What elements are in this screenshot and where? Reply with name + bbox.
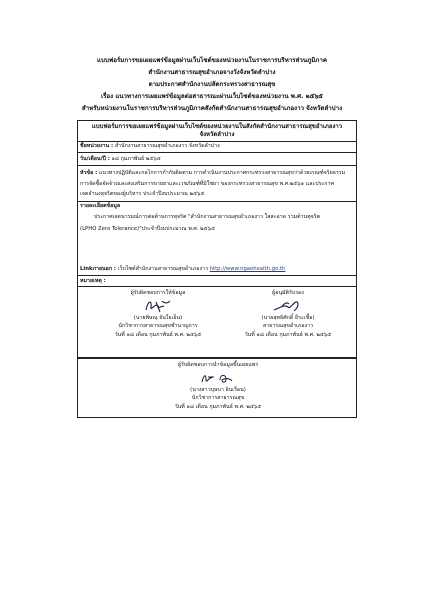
sig-right-position: สาธารณสุขอำเภองาว: [262, 323, 314, 329]
date-row: [80, 156, 161, 163]
topic-line-3: เจตจำนงสุจริตของผู้บริหาร ประจำปีงบประมาณ ๒๕๖๕: [80, 191, 205, 197]
signature-left-image: [138, 298, 178, 314]
detail-label-text: รายละเอียดข้อมูล: [80, 203, 121, 209]
sig-bottom-role: ผู้รับผิดชอบการนำข้อมูลขึ้นเผยแพร่: [177, 362, 259, 368]
link-label: Linkภายนอก :: [80, 266, 117, 272]
signature-left: [98, 289, 218, 339]
header-line-2: สำนักงานสาธารณสุขอำเภอจางวังจังหวัดลำปาง: [148, 69, 276, 76]
divider: [78, 201, 356, 202]
topic-row-1: [80, 168, 352, 179]
header-line-5: สำหรับหน่วยงานในราชการบริหารส่วนภูมิภาคสังกัดสำนักงานสาธารณสุขอำเภองาว จังหวัดลำปาง: [81, 105, 343, 112]
sig-left-name: (นายพิษณุ จันใจเอ็น): [133, 314, 183, 321]
sig-left-role: ผู้รับผิดชอบการให้ข้อมูล: [130, 290, 186, 296]
detail-label: [80, 203, 120, 210]
signature-right-image: [268, 298, 308, 314]
form-title-1: แบบฟอร์มการขอเผยแพร่ข้อมูลผ่านเว็บไซต์ของหน่วยงานในสังกัดสำนักงานสาธารณสุขอำเภองาว: [91, 123, 343, 130]
divider: [78, 286, 356, 287]
unit-value: สำนักงานสาธารณสุขอำเภองาว จังหวัดลำปาง: [114, 143, 220, 149]
topic-label: หัวข้อ :: [80, 170, 98, 176]
unit-label: ชื่อหน่วยงาน :: [80, 143, 114, 149]
sig-right-name: (นายสุทธิศักดิ์ ธีระเชื้อ): [261, 314, 315, 321]
divider: [78, 152, 356, 153]
header-line-3: ตามประกาศสำนักงานปลัดกระทรวงสาธารณสุข: [148, 81, 276, 88]
topic-line-1: แนวทางปฏิบัติและกลไกการกำกับติดตาม การดำเนินงานประกาศกระทรวงสาธารณสุขว่าด้วยเกณฑ์จริยธรรม: [98, 170, 346, 176]
topic-block: [80, 168, 352, 200]
divider: [78, 165, 356, 166]
note-label: หมายเหตุ :: [80, 278, 106, 284]
sig-bottom-date: วันที่ ๑๘ เดือน กุมภาพันธ์ พ.ศ. ๒๕๖๕: [174, 403, 262, 410]
header-line-1: แบบฟอร์มการขอเผยแพร่ข้อมูลผ่านเว็บไซต์ของหน่วยงานในราชการบริหารส่วนภูมิภาค: [97, 57, 327, 64]
detail-line-1: ประกาศเจตนารมณ์การต่อต้านการทุจริต "สำนักงานสาธารณสุขอำเภองาว ใสสะอาด ร่วมต้านทุจริต: [94, 214, 321, 220]
sig-bottom-name: (นางสาวบุษบา อินเรือน): [190, 386, 246, 393]
bottom-signature-box: [77, 358, 357, 418]
sig-right-role: ผู้อนุมัติรับรอง: [272, 290, 304, 296]
date-value: ๑๘ กุมภาพันธ์ ๒๕๖๕: [111, 156, 161, 162]
divider: [78, 275, 356, 276]
form-box: [77, 120, 357, 358]
sig-right-date: วันที่ ๑๘ เดือน กุมภาพันธ์ พ.ศ. ๒๕๖๕: [244, 331, 332, 338]
note-row: [80, 278, 106, 285]
sig-left-position: นักวิชาการสาธารณสุขชำนาญการ: [118, 323, 198, 329]
sig-left-date: วันที่ ๑๘ เดือน กุมภาพันธ์ พ.ศ. ๒๕๖๕: [114, 331, 202, 338]
topic-line-2: การจัดซื้อจัดจ้างและส่งเสริมการขายยาและเวชภัณฑ์ที่มิใช่ยา ของกระทรวงสาธารณสุข พ.ศ.๒๕๖๑ และประกาศ: [80, 180, 334, 187]
form-title-2: จังหวัดลำปาง: [199, 131, 235, 138]
sig-bottom-position: นักวิชาการสาธารณสุข: [191, 395, 245, 401]
signature-right: [228, 289, 348, 339]
unit-row: [80, 143, 220, 150]
detail-line-2: (LPHO Zero Tolerance)"ประจำปีงบประมาณ พ.ศ. ๒๕๖๕: [80, 226, 216, 232]
link-prefix: เว็บไซต์สำนักงานสาธารณสุขอำเภองาว: [117, 266, 208, 272]
signature-bottom: [158, 361, 278, 411]
link-row: [80, 266, 285, 273]
date-label: วัน/เดือน/ปี :: [80, 156, 110, 162]
detail-block: [80, 211, 352, 235]
divider: [78, 141, 356, 142]
website-link[interactable]: http://www.ngaohealth.go.th: [209, 266, 286, 272]
signature-bottom-image: [196, 370, 240, 386]
header-line-4: เรื่อง แนวทางการเผยแพร่ข้อมูลต่อสาธารณะผ่านเว็บไซต์ของหน่วยงาน พ.ศ. ๒๕๖๕: [100, 93, 323, 100]
